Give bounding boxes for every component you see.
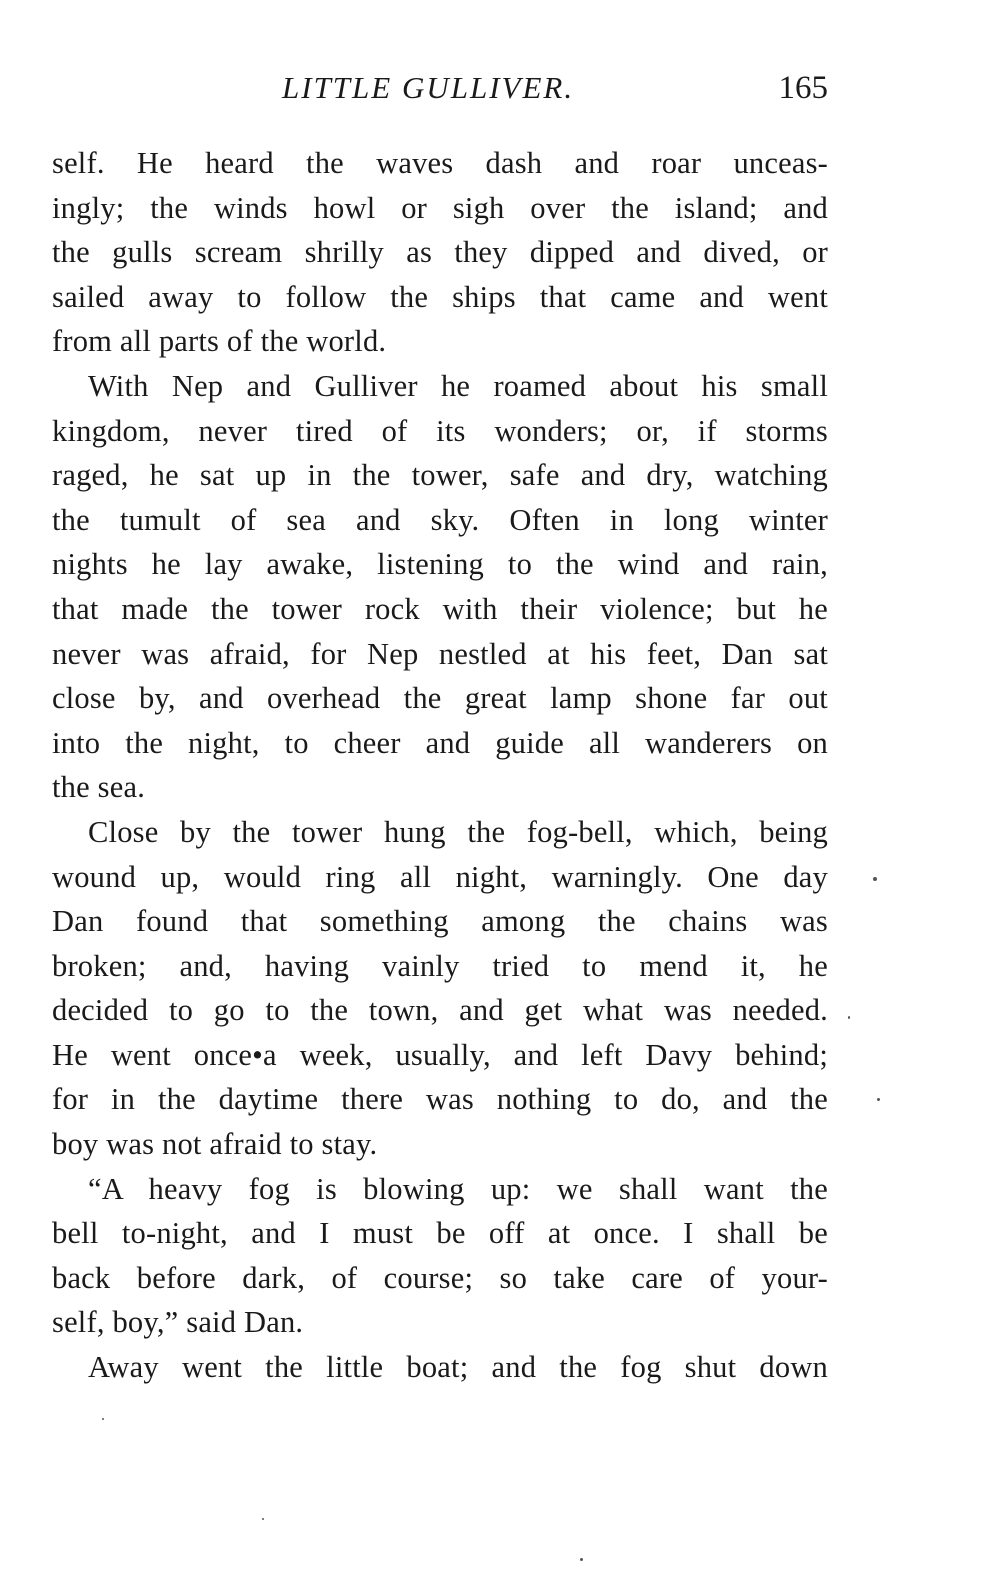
text-line: kingdom, never tired of its wonders; or, if storms <box>52 413 828 448</box>
text-line: into the night, to cheer and guide all wanderers on <box>52 725 828 760</box>
text-line: back before dark, of course; so take care of your- <box>52 1260 828 1295</box>
scan-speck <box>848 1016 850 1019</box>
text-line: With Nep and Gulliver he roamed about his small <box>88 368 828 403</box>
text-line: never was afraid, for Nep nestled at his feet, Dan sat <box>52 636 828 671</box>
text-line: raged, he sat up in the tower, safe and dry, watching <box>52 458 828 493</box>
body-text <box>52 141 828 1390</box>
text-line: ingly; the winds howl or sigh over the island; and <box>52 190 828 225</box>
text-line: bell to-night, and I must be off at once. I shall be <box>52 1216 828 1251</box>
text-line: the sea. <box>52 770 146 805</box>
text-line: “A heavy fog is blowing up: we shall want the <box>88 1171 828 1206</box>
text-line: self, boy,” said Dan. <box>52 1305 304 1340</box>
running-title: LITTLE GULLIVER. <box>282 70 575 105</box>
scan-speck <box>877 1098 880 1101</box>
scan-speck <box>102 1418 104 1420</box>
text-line: boy was not afraid to stay. <box>52 1127 378 1162</box>
text-line: self. He heard the waves dash and roar unceas- <box>52 146 828 180</box>
text-line: the tumult of sea and sky. Often in long winter <box>52 502 828 537</box>
text-line: close by, and overhead the great lamp shone far out <box>52 681 828 716</box>
page-number: 165 <box>778 70 828 106</box>
text-line: nights he lay awake, listening to the wind and rain, <box>52 547 828 582</box>
scan-speck <box>580 1558 583 1561</box>
scan-speck <box>873 877 877 881</box>
text-line: broken; and, having vainly tried to mend it, he <box>52 948 828 983</box>
text-line: for in the daytime there was nothing to do, and the <box>52 1082 828 1117</box>
text-line: sailed away to follow the ships that came and went <box>52 279 828 314</box>
text-line: Dan found that something among the chains was <box>52 904 828 939</box>
text-line: He went once•a week, usually, and left Davy behind; <box>52 1037 828 1072</box>
text-line: that made the tower rock with their violence; but he <box>52 591 828 626</box>
text-line: from all parts of the world. <box>52 324 387 359</box>
text-line: Away went the little boat; and the fog shut down <box>88 1350 828 1385</box>
running-head <box>52 66 828 110</box>
text-line: Close by the tower hung the fog-bell, which, being <box>88 814 828 849</box>
text-line: the gulls scream shrilly as they dipped and dived, or <box>52 235 828 270</box>
text-line: wound up, would ring all night, warningly. One day <box>52 859 828 894</box>
scan-speck <box>262 1518 264 1520</box>
text-line: decided to go to the town, and get what was needed. <box>52 993 828 1028</box>
